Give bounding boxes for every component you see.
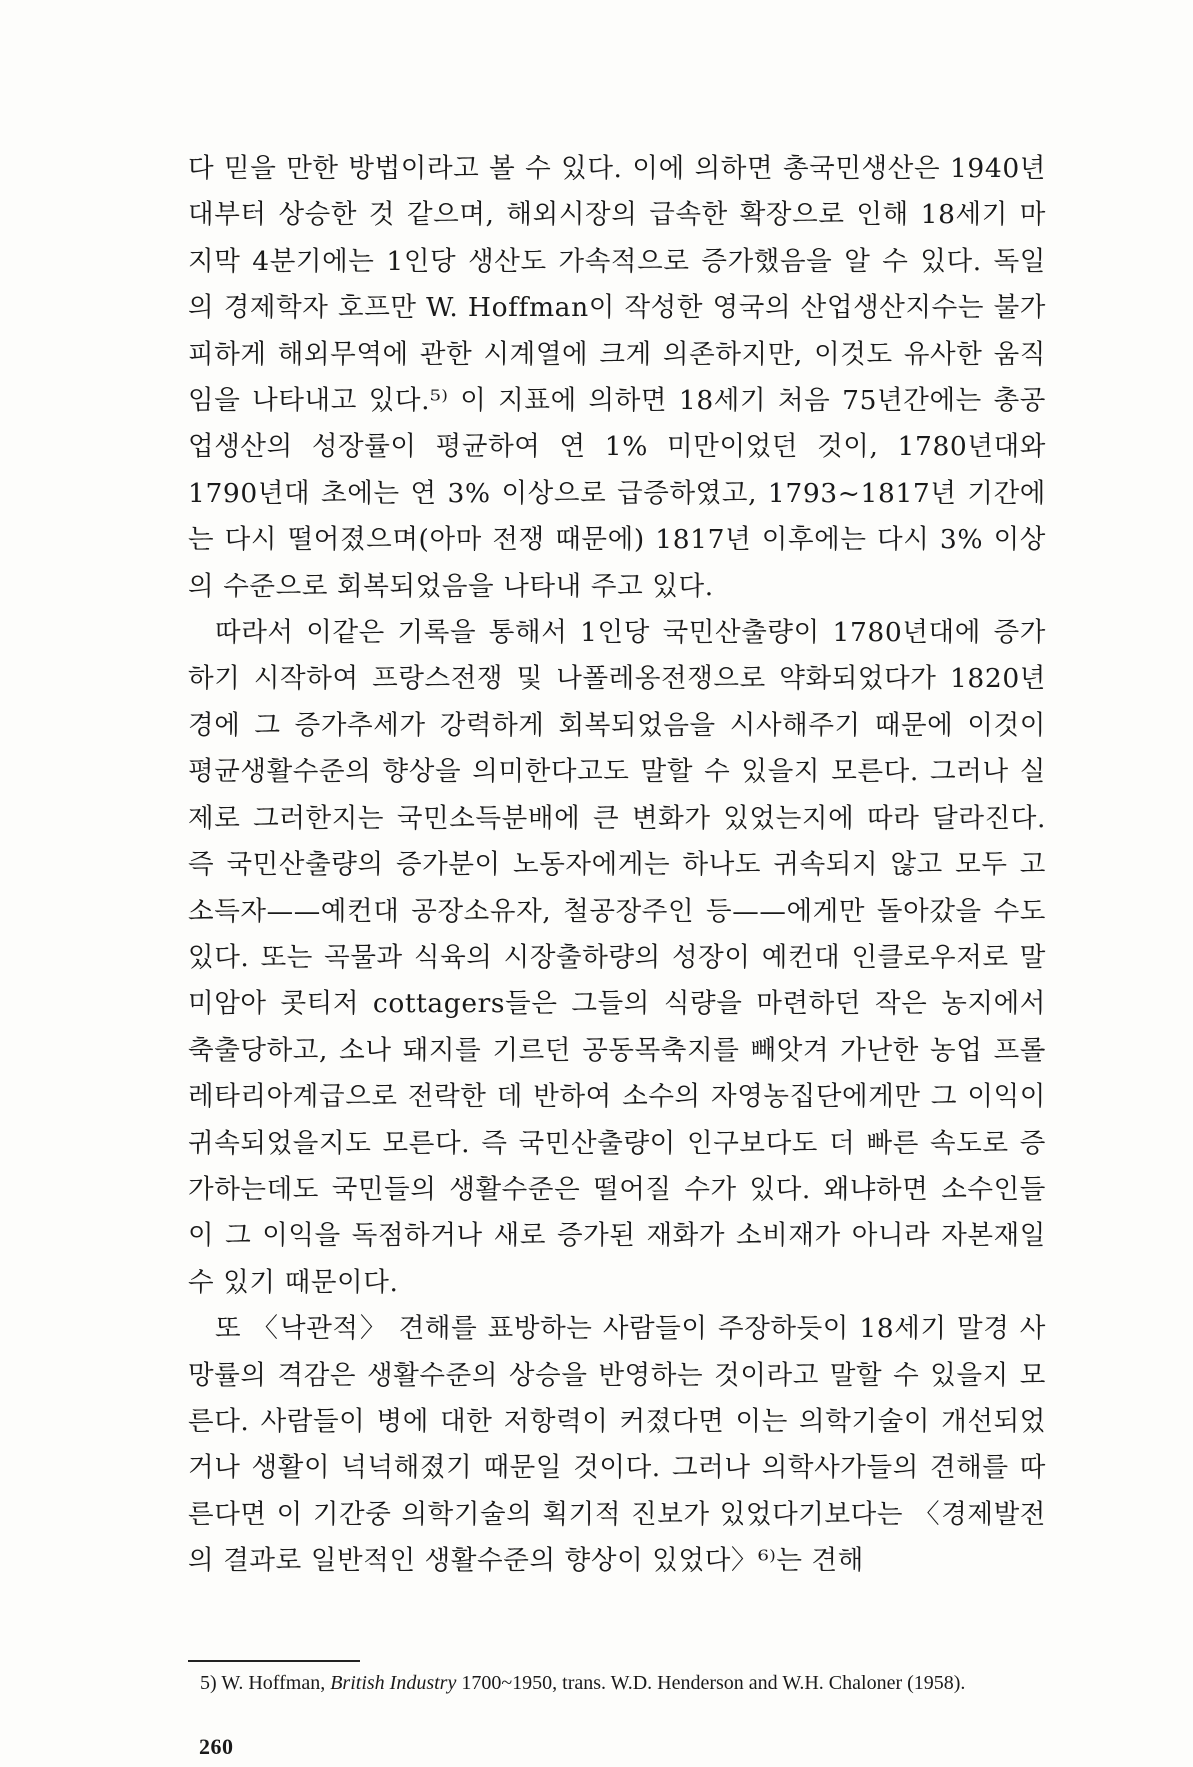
- body-text: [188, 146, 1046, 1585]
- footnote-5: [200, 1668, 1046, 1698]
- paragraph-3: 또 〈낙관적〉 견해를 표방하는 사람들이 주장하듯이 18세기 말경 사망률의 격감은 생활수준의 상승을 반영하는 것이라고 말할 수 있을지 모른다. 사람들이 병에 대한 저항력이 커졌다면 이는 의학기술이 개선되었거나 생활이 넉넉해졌기 때문일 것이다. 그러나 의학사가들의 견해를 따른다면 이 기간중 의학기술의 획기적 진보가 있었다기보다는 〈경제발전의 결과로 일반적인 생활수준의 향상이 있었다〉⁶⁾는 견해: [188, 1313, 1046, 1577]
- footnote-details: trans. W.D. Henderson and W.H. Chaloner (1958).: [562, 1672, 966, 1694]
- paragraph-2: 따라서 이같은 기록을 통해서 1인당 국민산출량이 1780년대에 증가하기 시작하여 프랑스전쟁 및 나폴레옹전쟁으로 약화되었다가 1820년 경에 그 증가추세가 강력하게 회복되었음을 시사해주기 때문에 이것이 평균생활수준의 향상을 의미한다고도 말할 수 있을지 모른다. 그러나 실제로 그러한지는 국민소득분배에 큰 변화가 있었는지에 따라 달라진다. 즉 국민산출량의 증가분이 노동자에게는 하나도 귀속되지 않고 모두 고소득자——예컨대 공장소유자, 철공장주인 등——에게만 돌아갔을 수도 있다. 또는 곡물과 식육의 시장출하량의 성장이 예컨대 인클로우저로 말미암아 콧티저 cottagers들은 그들의 식량을 마련하던 작은 농지에서 축출당하고, 소나 돼지를 기르던 공동목축지를 빼앗겨 가난한 농업 프롤레타리아계급으로 전락한 데 반하여 소수의 자영농집단에게만 그 이익이 귀속되었을지도 모른다. 즉 국민산출량이 인구보다도 더 빠른 속도로 증가하는데도 국민들의 생활수준은 떨어질 수가 있다. 왜냐하면 소수인들이 그 이익을 독점하거나 새로 증가된 재화가 소비재가 아니라 자본재일 수 있기 때문이다.: [188, 617, 1046, 1298]
- footnotes: [200, 1668, 1046, 1698]
- footnote-author: W. Hoffman,: [221, 1672, 326, 1694]
- paragraph-1: 다 믿을 만한 방법이라고 볼 수 있다. 이에 의하면 총국민생산은 1940년대부터 상승한 것 같으며, 해외시장의 급속한 확장으로 인해 18세기 마지막 4분기에는 1인당 생산도 가속적으로 증가했음을 알 수 있다. 독일의 경제학자 호프만 W. Hoffman이 작성한 영국의 산업생산지수는 불가피하게 해외무역에 관한 시계열에 크게 의존하지만, 이것도 유사한 움직임을 나타내고 있다.⁵⁾ 이 지표에 의하면 18세기 처음 75년간에는 총공업생산의 성장률이 평균하여 연 1% 미만이었던 것이, 1780년대와 1790년대 초에는 연 3% 이상으로 급증하였고, 1793~1817년 기간에는 다시 떨어졌으며(아마 전쟁 때문에) 1817년 이후에는 다시 3% 이상의 수준으로 회복되었음을 나타내 주고 있다.: [188, 153, 1046, 602]
- page-number: 260: [199, 1734, 234, 1759]
- footnote-marker: 5): [200, 1672, 217, 1694]
- footnote-divider: [188, 1660, 360, 1662]
- footnote-book-title: British Industry: [330, 1672, 457, 1694]
- footnote-years: 1700~1950,: [461, 1672, 558, 1694]
